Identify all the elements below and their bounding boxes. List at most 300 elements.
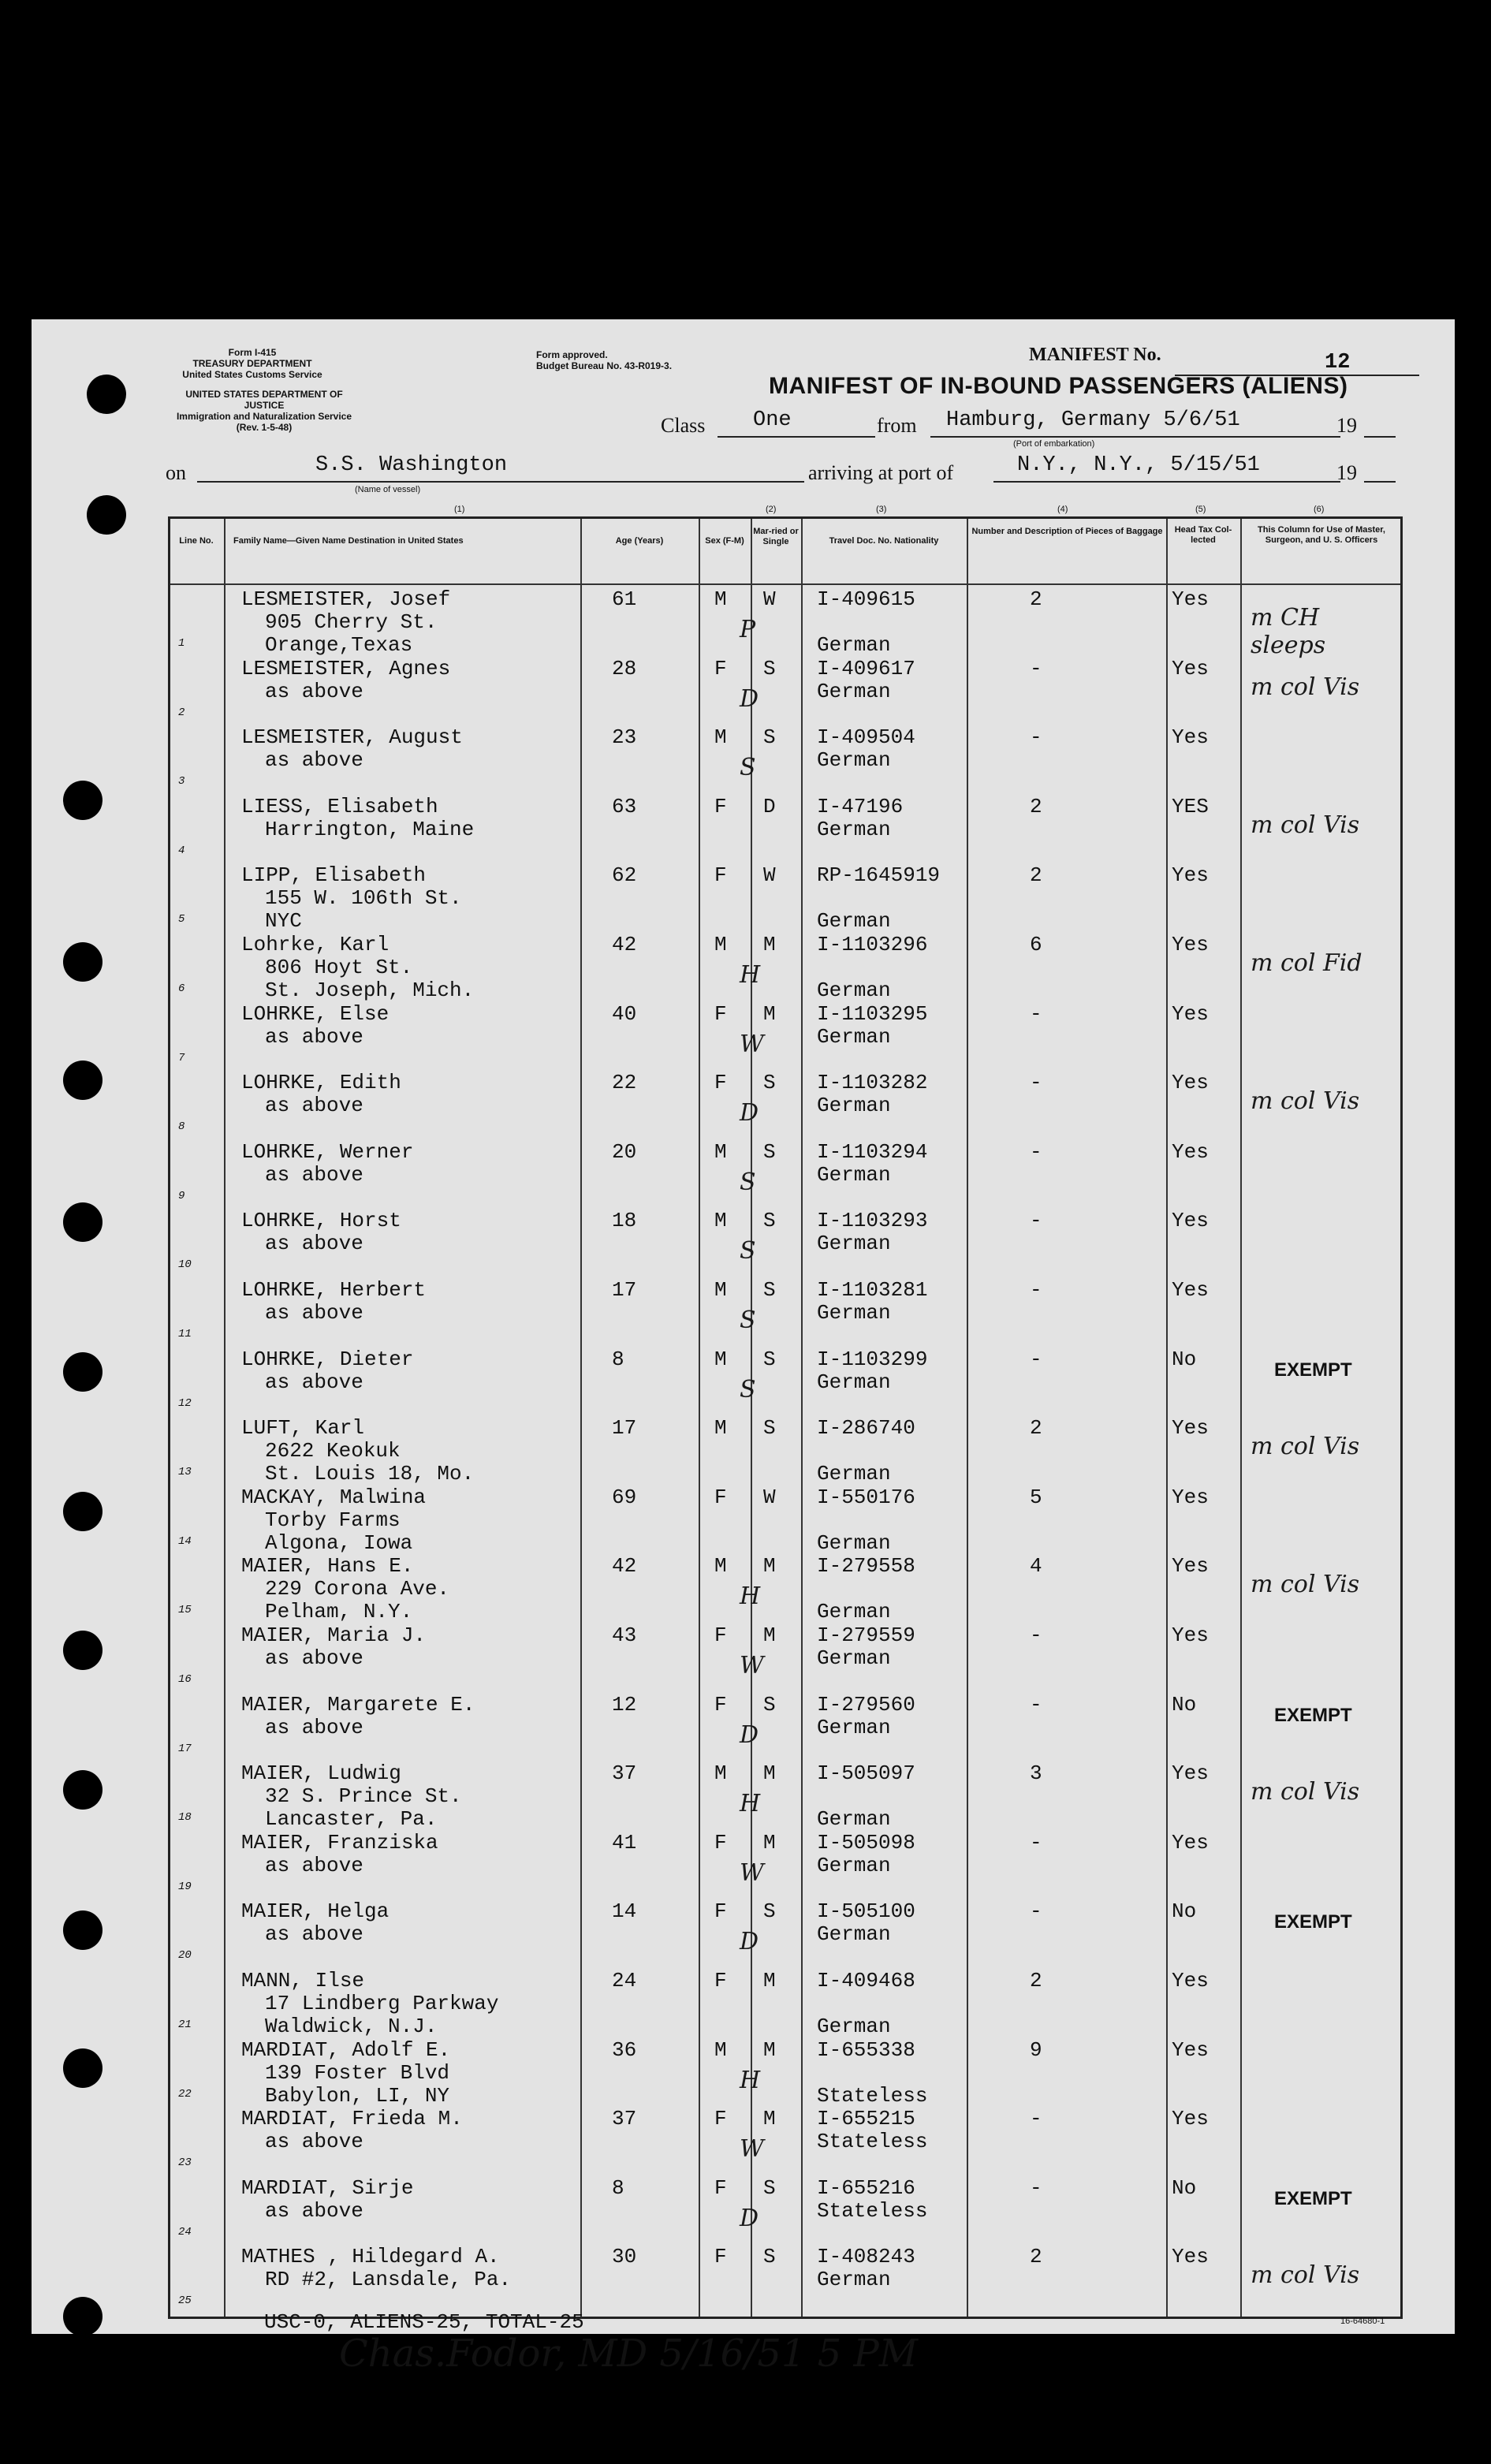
table-row	[170, 1141, 1400, 1210]
row-line-number: 1	[178, 637, 185, 650]
row-sex: F	[714, 656, 727, 680]
row-line-number: 24	[178, 2225, 192, 2238]
table-row	[170, 796, 1400, 864]
row-head-tax: Yes	[1172, 1278, 1209, 1302]
row-marital: M	[763, 1554, 776, 1579]
table-row	[170, 1486, 1400, 1555]
col-baggage: Number and Description of Pieces of Baggage	[971, 527, 1163, 536]
row-nationality: German	[817, 1370, 891, 1394]
row-marital: M	[763, 1001, 776, 1026]
arriving-line	[993, 481, 1340, 483]
row-marital: M	[763, 1623, 776, 1647]
row-nationality: German	[817, 1024, 891, 1049]
relationship-mark: P	[740, 616, 756, 643]
row-travel-doc: I-550176	[817, 1485, 915, 1509]
row-line-number: 17	[178, 1742, 192, 1755]
row-line-number: 14	[178, 1534, 192, 1548]
row-address-1: Harrington, Maine	[265, 817, 475, 841]
row-marital: M	[763, 2107, 776, 2131]
punch-hole	[87, 495, 126, 535]
punch-hole	[63, 1492, 103, 1531]
row-head-tax: Yes	[1172, 1209, 1209, 1233]
row-baggage: -	[1030, 1139, 1042, 1164]
row-sex: F	[714, 863, 727, 888]
passenger-table	[168, 505, 1403, 2319]
row-sex: F	[714, 1830, 727, 1855]
treasury-header	[181, 347, 323, 380]
row-travel-doc: I-1103299	[817, 1347, 928, 1371]
class-value: One	[753, 408, 792, 432]
row-age: 22	[612, 1071, 637, 1095]
punch-hole	[63, 1910, 103, 1950]
row-age: 30	[612, 2245, 637, 2269]
exempt-stamp: EXEMPT	[1274, 1704, 1352, 1726]
row-nationality: German	[817, 633, 891, 657]
exempt-stamp: EXEMPT	[1274, 1359, 1352, 1381]
punch-hole	[87, 375, 126, 414]
table-row	[170, 1832, 1400, 1900]
row-line-number: 5	[178, 913, 185, 926]
row-age: 42	[612, 1554, 637, 1579]
row-marital: W	[763, 587, 776, 611]
exempt-stamp: EXEMPT	[1274, 2187, 1352, 2209]
row-travel-doc: I-505098	[817, 1830, 915, 1855]
row-head-tax: No	[1172, 2175, 1197, 2200]
row-baggage: -	[1030, 1347, 1042, 1371]
row-travel-doc: I-1103282	[817, 1071, 928, 1095]
row-name: MANN, Ilse	[241, 1969, 365, 1992]
officer-annotation: m col Fid	[1251, 949, 1362, 977]
row-nationality: German	[817, 748, 891, 773]
row-name: LOHRKE, Herbert	[241, 1278, 427, 1302]
row-baggage: -	[1030, 1209, 1042, 1233]
row-head-tax: Yes	[1172, 1071, 1209, 1095]
treasury-dept: TREASURY DEPARTMENT	[192, 358, 312, 369]
row-address-2: Pelham, N.Y.	[265, 1600, 413, 1624]
row-baggage: 6	[1030, 933, 1042, 956]
row-age: 63	[612, 794, 637, 818]
customs-service: United States Customs Service	[182, 369, 322, 380]
row-sex: M	[714, 1761, 727, 1786]
row-name: LIPP, Elisabeth	[241, 863, 427, 888]
row-travel-doc: I-1103281	[817, 1278, 928, 1302]
row-name: Lohrke, Karl	[241, 933, 390, 956]
row-travel-doc: I-279558	[817, 1554, 915, 1579]
row-name: MAIER, Hans E.	[241, 1554, 414, 1579]
row-head-tax: Yes	[1172, 1830, 1209, 1855]
row-head-tax: Yes	[1172, 2245, 1209, 2269]
relationship-mark: S	[740, 1375, 756, 1403]
officer-annotation: m col Vis	[1251, 811, 1360, 839]
row-baggage: 3	[1030, 1761, 1042, 1786]
row-name: LOHRKE, Edith	[241, 1071, 401, 1095]
row-line-number: 20	[178, 1949, 192, 1963]
row-sex: M	[714, 933, 727, 956]
row-sex: M	[714, 1209, 727, 1233]
row-sex: F	[714, 2245, 727, 2269]
row-age: 8	[612, 2175, 624, 2200]
row-nationality: German	[817, 2268, 891, 2292]
row-name: LESMEISTER, August	[241, 725, 463, 750]
row-marital: S	[763, 1692, 776, 1717]
row-address-2: Lancaster, Pa.	[265, 1807, 438, 1832]
relationship-mark: D	[740, 1928, 759, 1956]
year-label-2: 19	[1336, 461, 1357, 484]
ins-service: Immigration and Naturalization Service	[176, 411, 352, 422]
year-line-2	[1364, 481, 1396, 483]
row-sex: F	[714, 1623, 727, 1647]
col-num-4: (4)	[1057, 505, 1068, 514]
row-head-tax: Yes	[1172, 1969, 1209, 1992]
row-name: MAIER, Ludwig	[241, 1761, 401, 1786]
row-line-number: 11	[178, 1328, 192, 1340]
row-travel-doc: I-1103293	[817, 1209, 928, 1233]
row-marital: S	[763, 2245, 776, 2269]
row-travel-doc: I-505097	[817, 1761, 915, 1786]
row-marital: S	[763, 656, 776, 680]
row-travel-doc: I-47196	[817, 794, 904, 818]
row-age: 8	[612, 1347, 624, 1371]
row-address-1: as above	[265, 1853, 363, 1877]
row-head-tax: Yes	[1172, 587, 1209, 611]
row-head-tax: Yes	[1172, 1001, 1209, 1026]
row-name: MAIER, Helga	[241, 1899, 390, 1924]
relationship-mark: S	[740, 1307, 756, 1334]
row-sex: M	[714, 1278, 727, 1302]
table-row	[170, 1348, 1400, 1417]
row-age: 69	[612, 1485, 637, 1509]
row-marital: S	[763, 1899, 776, 1924]
punch-hole	[63, 1202, 103, 1242]
col-married: Mar-ried or Single	[753, 527, 799, 546]
table-row	[170, 2246, 1400, 2314]
table-row	[170, 1417, 1400, 1485]
from-line	[930, 436, 1340, 438]
punch-hole	[63, 1061, 103, 1100]
row-nationality: German	[817, 1094, 891, 1118]
row-name: LUFT, Karl	[241, 1416, 365, 1441]
row-marital: M	[763, 1969, 776, 1992]
row-baggage: -	[1030, 1623, 1042, 1647]
table-row	[170, 1762, 1400, 1831]
row-baggage: -	[1030, 1001, 1042, 1026]
row-age: 61	[612, 587, 637, 611]
row-address-1: 32 S. Prince St.	[265, 1784, 462, 1809]
table-row	[170, 1624, 1400, 1693]
row-name: MAIER, Franziska	[241, 1830, 438, 1855]
row-nationality: German	[817, 1807, 891, 1832]
class-label: Class	[661, 414, 706, 437]
punch-hole	[63, 1352, 103, 1392]
row-baggage: -	[1030, 1692, 1042, 1717]
row-line-number: 22	[178, 2087, 192, 2101]
col-name: Family Name—Given Name Destination in United States	[233, 536, 464, 546]
row-marital: M	[763, 2037, 776, 2062]
table-row	[170, 588, 1400, 657]
row-nationality: German	[817, 1462, 891, 1486]
row-nationality: German	[817, 1646, 891, 1670]
row-line-number: 10	[178, 1258, 192, 1272]
row-nationality: German	[817, 979, 891, 1002]
row-name: MAIER, Margarete E.	[241, 1692, 475, 1717]
row-age: 18	[612, 1209, 637, 1233]
col-num-2: (2)	[766, 505, 777, 514]
relationship-mark: S	[740, 1168, 756, 1196]
row-nationality: Stateless	[817, 2130, 928, 2154]
row-marital: S	[763, 1278, 776, 1302]
relationship-mark: S	[740, 1237, 756, 1266]
relationship-mark: D	[740, 684, 759, 713]
row-head-tax: No	[1172, 1899, 1197, 1924]
row-head-tax: Yes	[1172, 656, 1209, 680]
row-line-number: 9	[178, 1189, 185, 1202]
inspector-signature: Chas.Fodor, MD 5/16/51 5 PM	[339, 2332, 918, 2376]
row-sex: M	[714, 1139, 727, 1164]
row-baggage: 9	[1030, 2037, 1042, 2062]
row-baggage: -	[1030, 656, 1042, 680]
exempt-stamp: EXEMPT	[1274, 1911, 1352, 1933]
row-name: MARDIAT, Sirje	[241, 2175, 414, 2200]
row-marital: D	[763, 794, 776, 818]
row-line-number: 3	[178, 775, 185, 788]
row-sex: M	[714, 1554, 727, 1579]
row-baggage: -	[1030, 1071, 1042, 1095]
from-label: from	[877, 414, 917, 437]
row-age: 37	[612, 2107, 637, 2131]
row-nationality: German	[817, 1853, 891, 1877]
row-marital: S	[763, 1347, 776, 1371]
form-number: Form I-415	[228, 347, 277, 358]
row-address-1: 155 W. 106th St.	[265, 886, 462, 911]
relationship-mark: W	[740, 1652, 764, 1679]
row-nationality: Stateless	[817, 2083, 928, 2108]
table-row	[170, 1279, 1400, 1348]
col-num-5: (5)	[1195, 505, 1206, 514]
year-line	[1364, 436, 1396, 438]
row-marital: M	[763, 1830, 776, 1855]
row-address-1: 905 Cherry St.	[265, 610, 438, 634]
relationship-mark: H	[740, 2066, 761, 2094]
row-baggage: 2	[1030, 2245, 1042, 2269]
row-marital: M	[763, 933, 776, 956]
table-row	[170, 1970, 1400, 2038]
header-divider	[170, 583, 1400, 585]
punch-hole	[63, 1631, 103, 1670]
row-address-1: Torby Farms	[265, 1508, 401, 1532]
row-head-tax: Yes	[1172, 1416, 1209, 1441]
row-baggage: 5	[1030, 1485, 1042, 1509]
row-address-1: as above	[265, 1232, 363, 1256]
port-embarkation-note: (Port of embarkation)	[1013, 439, 1095, 449]
row-nationality: German	[817, 1232, 891, 1256]
row-sex: F	[714, 794, 727, 818]
punch-hole	[63, 2048, 103, 2088]
row-nationality: German	[817, 1922, 891, 1947]
row-marital: M	[763, 1761, 776, 1786]
col-age: Age (Years)	[615, 536, 664, 546]
row-name: LESMEISTER, Josef	[241, 587, 451, 611]
manifest-page	[32, 319, 1455, 2376]
row-head-tax: Yes	[1172, 1623, 1209, 1647]
col-num-3: (3)	[876, 505, 887, 514]
totals-line: USC-0, ALIENS-25, TOTAL-25	[264, 2310, 584, 2334]
vessel-note: (Name of vessel)	[355, 485, 421, 494]
row-age: 17	[612, 1416, 637, 1441]
row-address-2: St. Louis 18, Mo.	[265, 1462, 475, 1486]
row-travel-doc: I-409617	[817, 656, 915, 680]
row-travel-doc: I-655338	[817, 2037, 915, 2062]
row-address-1: RD #2, Lansdale, Pa.	[265, 2268, 512, 2292]
arriving-value: N.Y., N.Y., 5/15/51	[1017, 453, 1260, 477]
officer-annotation: m col Vis	[1251, 1433, 1360, 1461]
col-travel-doc: Travel Doc. No. Nationality	[829, 536, 939, 546]
row-address-1: as above	[265, 1024, 363, 1049]
row-sex: F	[714, 1071, 727, 1095]
row-name: MARDIAT, Adolf E.	[241, 2037, 451, 2062]
row-line-number: 8	[178, 1120, 185, 1134]
row-head-tax: Yes	[1172, 1485, 1209, 1509]
row-address-1: as above	[265, 1646, 363, 1670]
row-travel-doc: I-1103296	[817, 933, 928, 956]
row-nationality: German	[817, 1162, 891, 1187]
row-nationality: German	[817, 1301, 891, 1325]
row-marital: S	[763, 2175, 776, 2200]
row-travel-doc: RP-1645919	[817, 863, 941, 888]
row-address-2: Waldwick, N.J.	[265, 2015, 438, 2038]
row-travel-doc: I-505100	[817, 1899, 915, 1924]
relationship-mark: H	[740, 961, 761, 989]
row-head-tax: Yes	[1172, 1139, 1209, 1164]
row-head-tax: Yes	[1172, 725, 1209, 750]
row-name: MARDIAT, Frieda M.	[241, 2107, 463, 2131]
form-approved: Form approved.	[536, 349, 608, 360]
row-line-number: 6	[178, 982, 185, 995]
row-address-2: Algona, Iowa	[265, 1530, 413, 1555]
table-row	[170, 1003, 1400, 1072]
row-address-1: as above	[265, 679, 363, 703]
row-name: LESMEISTER, Agnes	[241, 656, 451, 680]
relationship-mark: D	[740, 1099, 759, 1128]
row-baggage: -	[1030, 1278, 1042, 1302]
row-age: 23	[612, 725, 637, 750]
row-nationality: German	[817, 679, 891, 703]
officer-annotation: m col Vis	[1251, 673, 1360, 701]
row-address-2: St. Joseph, Mich.	[265, 979, 475, 1002]
row-line-number: 7	[178, 1051, 185, 1064]
row-age: 42	[612, 933, 637, 956]
budget-bureau: Budget Bureau No. 43-R019-3.	[536, 360, 673, 371]
row-name: LOHRKE, Horst	[241, 1209, 401, 1233]
row-address-1: as above	[265, 1301, 363, 1325]
row-nationality: Stateless	[817, 2198, 928, 2223]
row-age: 28	[612, 656, 637, 680]
row-age: 37	[612, 1761, 637, 1786]
revision: (Rev. 1-5-48)	[236, 422, 293, 433]
punch-hole	[63, 781, 103, 820]
table-row	[170, 1694, 1400, 1762]
row-address-2: Babylon, LI, NY	[265, 2083, 450, 2108]
relationship-mark: S	[740, 754, 756, 782]
row-marital: S	[763, 1071, 776, 1095]
row-line-number: 21	[178, 2019, 192, 2031]
row-age: 12	[612, 1692, 637, 1717]
relationship-mark: H	[740, 1790, 761, 1818]
row-address-2: NYC	[265, 909, 302, 934]
row-nationality: German	[817, 1530, 891, 1555]
row-line-number: 2	[178, 706, 185, 719]
row-line-number: 15	[178, 1604, 192, 1617]
vessel-line	[197, 481, 804, 483]
table-row	[170, 1900, 1400, 1969]
officer-annotation: m col Vis	[1251, 1571, 1360, 1599]
row-address-1: as above	[265, 748, 363, 773]
row-travel-doc: I-409504	[817, 725, 915, 750]
officer-annotation: m CH sleeps	[1251, 604, 1326, 659]
justice-header	[166, 389, 363, 433]
on-label: on	[166, 461, 186, 484]
row-name: LOHRKE, Dieter	[241, 1347, 414, 1371]
row-address-1: as above	[265, 1094, 363, 1118]
relationship-mark: H	[740, 1582, 761, 1611]
row-marital: S	[763, 1139, 776, 1164]
arriving-label: arriving at port of	[808, 461, 954, 484]
row-address-1: 229 Corona Ave.	[265, 1577, 450, 1601]
table-row	[170, 658, 1400, 726]
col-num-1: (1)	[454, 505, 465, 514]
row-head-tax: Yes	[1172, 933, 1209, 956]
table-row	[170, 2039, 1400, 2108]
row-age: 62	[612, 863, 637, 888]
row-head-tax: Yes	[1172, 2037, 1209, 2062]
row-age: 43	[612, 1623, 637, 1647]
row-nationality: German	[817, 1715, 891, 1739]
officer-annotation: m col Vis	[1251, 2261, 1360, 2290]
row-age: 40	[612, 1001, 637, 1026]
row-address-2: Orange,Texas	[265, 633, 413, 657]
vessel-value: S.S. Washington	[315, 453, 508, 477]
relationship-mark: W	[740, 1030, 764, 1058]
row-baggage: 2	[1030, 1969, 1042, 1992]
row-baggage: -	[1030, 2175, 1042, 2200]
row-travel-doc: I-408243	[817, 2245, 915, 2269]
row-travel-doc: I-409468	[817, 1969, 915, 1992]
manifest-number: 12	[1325, 351, 1351, 375]
row-address-1: as above	[265, 1370, 363, 1394]
row-address-1: as above	[265, 1162, 363, 1187]
row-head-tax: Yes	[1172, 863, 1209, 888]
punch-hole	[63, 942, 103, 982]
row-sex: M	[714, 725, 727, 750]
row-sex: F	[714, 1969, 727, 1992]
row-name: LIESS, Elisabeth	[241, 794, 438, 818]
punch-hole	[63, 1770, 103, 1810]
row-line-number: 12	[178, 1396, 192, 1410]
row-address-1: 17 Lindberg Parkway	[265, 1992, 499, 2015]
row-nationality: German	[817, 817, 891, 841]
table-row	[170, 934, 1400, 1002]
from-value: Hamburg, Germany 5/6/51	[946, 408, 1240, 432]
row-line-number: 19	[178, 1880, 192, 1893]
row-travel-doc: I-286740	[817, 1416, 915, 1441]
col-officers: This Column for Use of Master, Surgeon, and U. S. Officers	[1258, 525, 1385, 545]
row-marital: W	[763, 1485, 776, 1509]
row-head-tax: No	[1172, 1347, 1197, 1371]
row-address-1: as above	[265, 2130, 363, 2154]
row-baggage: 2	[1030, 1416, 1042, 1441]
table-row	[170, 2108, 1400, 2176]
row-baggage: -	[1030, 2107, 1042, 2131]
approval-header	[536, 349, 749, 371]
